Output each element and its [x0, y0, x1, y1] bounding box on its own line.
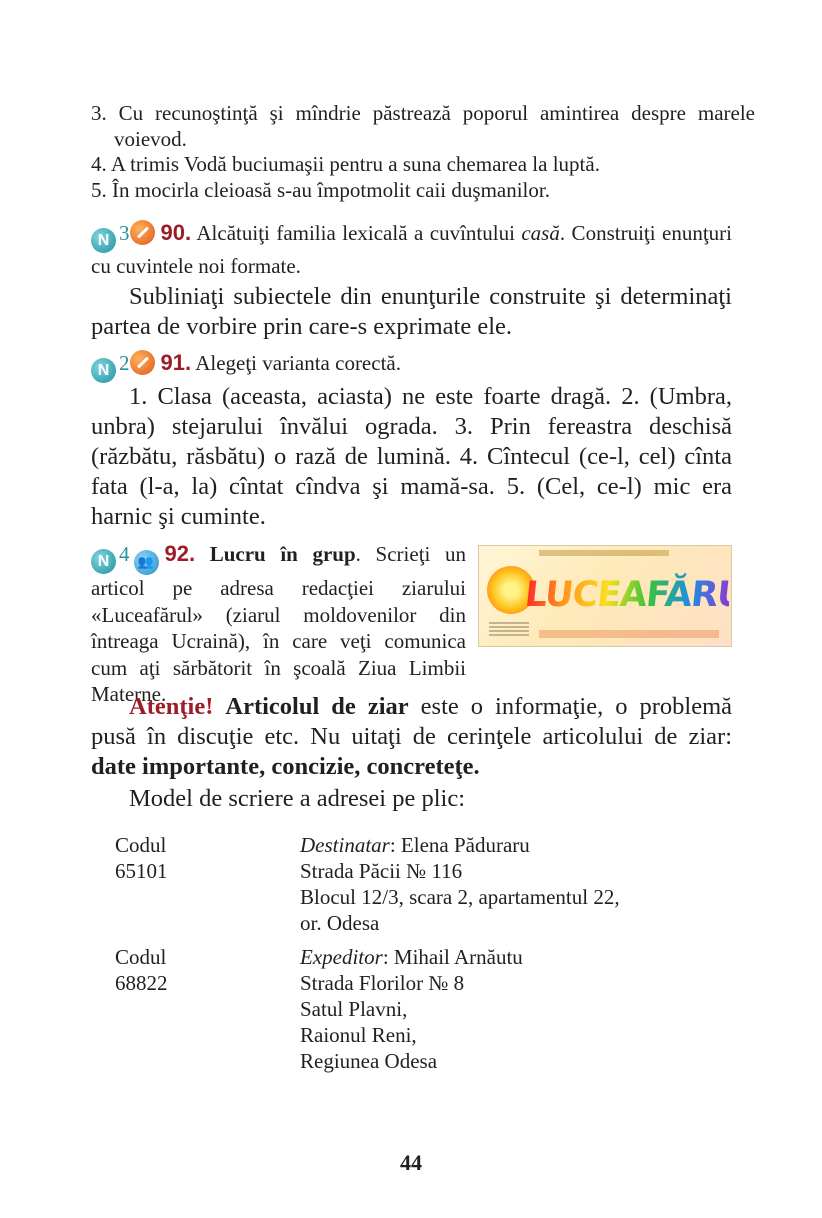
exercise-91 [91, 350, 732, 383]
address-sender [300, 944, 523, 1074]
exercise-text: . Construiţi enunţuri cu cuvintele noi formate. [91, 221, 733, 278]
note-term: Articolul de ziar [225, 693, 409, 720]
pencil-icon [130, 350, 155, 375]
exercise-number: 92. [164, 541, 196, 566]
attention-label: Atenţie! [129, 693, 214, 720]
address-name: : Mihail Arnăutu [382, 945, 523, 969]
address-recipient [300, 832, 620, 936]
address-line: or. Odesa [300, 911, 380, 935]
page-number: 44 [400, 1150, 422, 1175]
level-number: 4 [119, 542, 130, 566]
note-bold-end: date importante, concizie, concreteţe. [91, 753, 480, 780]
address-code-block [115, 944, 168, 996]
pencil-icon [130, 220, 155, 245]
code-label: Codul [115, 833, 167, 857]
exercise-91-paragraph: 1. Clasa (aceasta, aciasta) ne este foarte dragă. 2. (Umbra, unbra) stejarului învălui ograda. 3. Prin fereastra deschisă (răzbătu, răsbătu) o rază de lumină. 4. Cîntecul (ce-l, cel) cînta fata (l-a, la) cîntat cîndva şi mamă-sa. 5. (Cel, ce-l) mic era harnic şi cuminte. [91, 383, 732, 530]
note-text: este o informaţie, o problemă pusă în discuţie etc. Nu uitaţi de cerinţele articolului de ziar: [91, 693, 733, 750]
level-badge-icon: N [91, 358, 116, 383]
exercise-number: 90. [160, 220, 192, 245]
postal-code: 65101 [115, 859, 168, 883]
exercise-instruction: Alegeţi varianta corectă. [195, 351, 401, 375]
group-work-icon: 👥 [134, 550, 159, 575]
exercise-keyword: casă [521, 221, 560, 245]
address-line: Strada Florilor № 8 [300, 971, 465, 995]
model-heading: Model de scriere a adresei pe plic: [129, 785, 466, 812]
note-paragraph [91, 692, 732, 782]
exercise-title: Lucru în grup [209, 542, 356, 566]
address-name: : Elena Păduraru [389, 833, 530, 857]
list-item: 4. A trimis Vodă buciumaşii pentru a suna chemarea la luptă. [91, 152, 600, 176]
exercise-text: Alcătuiţi familia lexicală a cuvîntului [196, 221, 522, 245]
address-line: Raionul Reni, [300, 1023, 417, 1047]
level-badge-icon: N [91, 549, 116, 574]
address-role: Destinatar [300, 833, 390, 857]
level-badge-icon: N [91, 228, 116, 253]
address-line: Blocul 12/3, scara 2, apartamentul 22, [300, 885, 620, 909]
code-label: Codul [115, 945, 167, 969]
address-role: Expeditor [300, 945, 383, 969]
address-line: Regiunea Odesa [300, 1049, 438, 1073]
address-line: Satul Plavni, [300, 997, 408, 1021]
address-code-block [115, 832, 168, 884]
exercise-90 [91, 220, 732, 279]
list-item: 3. Cu recunoştinţă şi mîndrie păstrează poporul amintirea despre marele voievod. [91, 101, 755, 151]
exercise-90-paragraph: Subliniaţi subiectele din enunţurile construite şi determinaţi partea de vorbire prin care-s exprimate ele. [91, 283, 732, 340]
exercise-92 [91, 541, 731, 708]
exercise-text: . Scrieţi un articol pe adresa redacţiei ziarului «Luceafărul» (ziarul moldovenilor din întreaga Ucraină), în care veţi comunica cum aţi sărbătorit în şcoală Ziua Limbii Materne. [91, 542, 466, 706]
exercise-number: 91. [160, 350, 192, 375]
level-number: 2 [119, 351, 130, 375]
postal-code: 68822 [115, 971, 168, 995]
address-line: Strada Păcii № 116 [300, 859, 463, 883]
level-number: 3 [119, 221, 130, 245]
list-item: 5. În mocirla cleioasă s-au împotmolit caii duşmanilor. [91, 178, 550, 202]
newspaper-title: LUCEAFĂRUL [522, 566, 733, 624]
